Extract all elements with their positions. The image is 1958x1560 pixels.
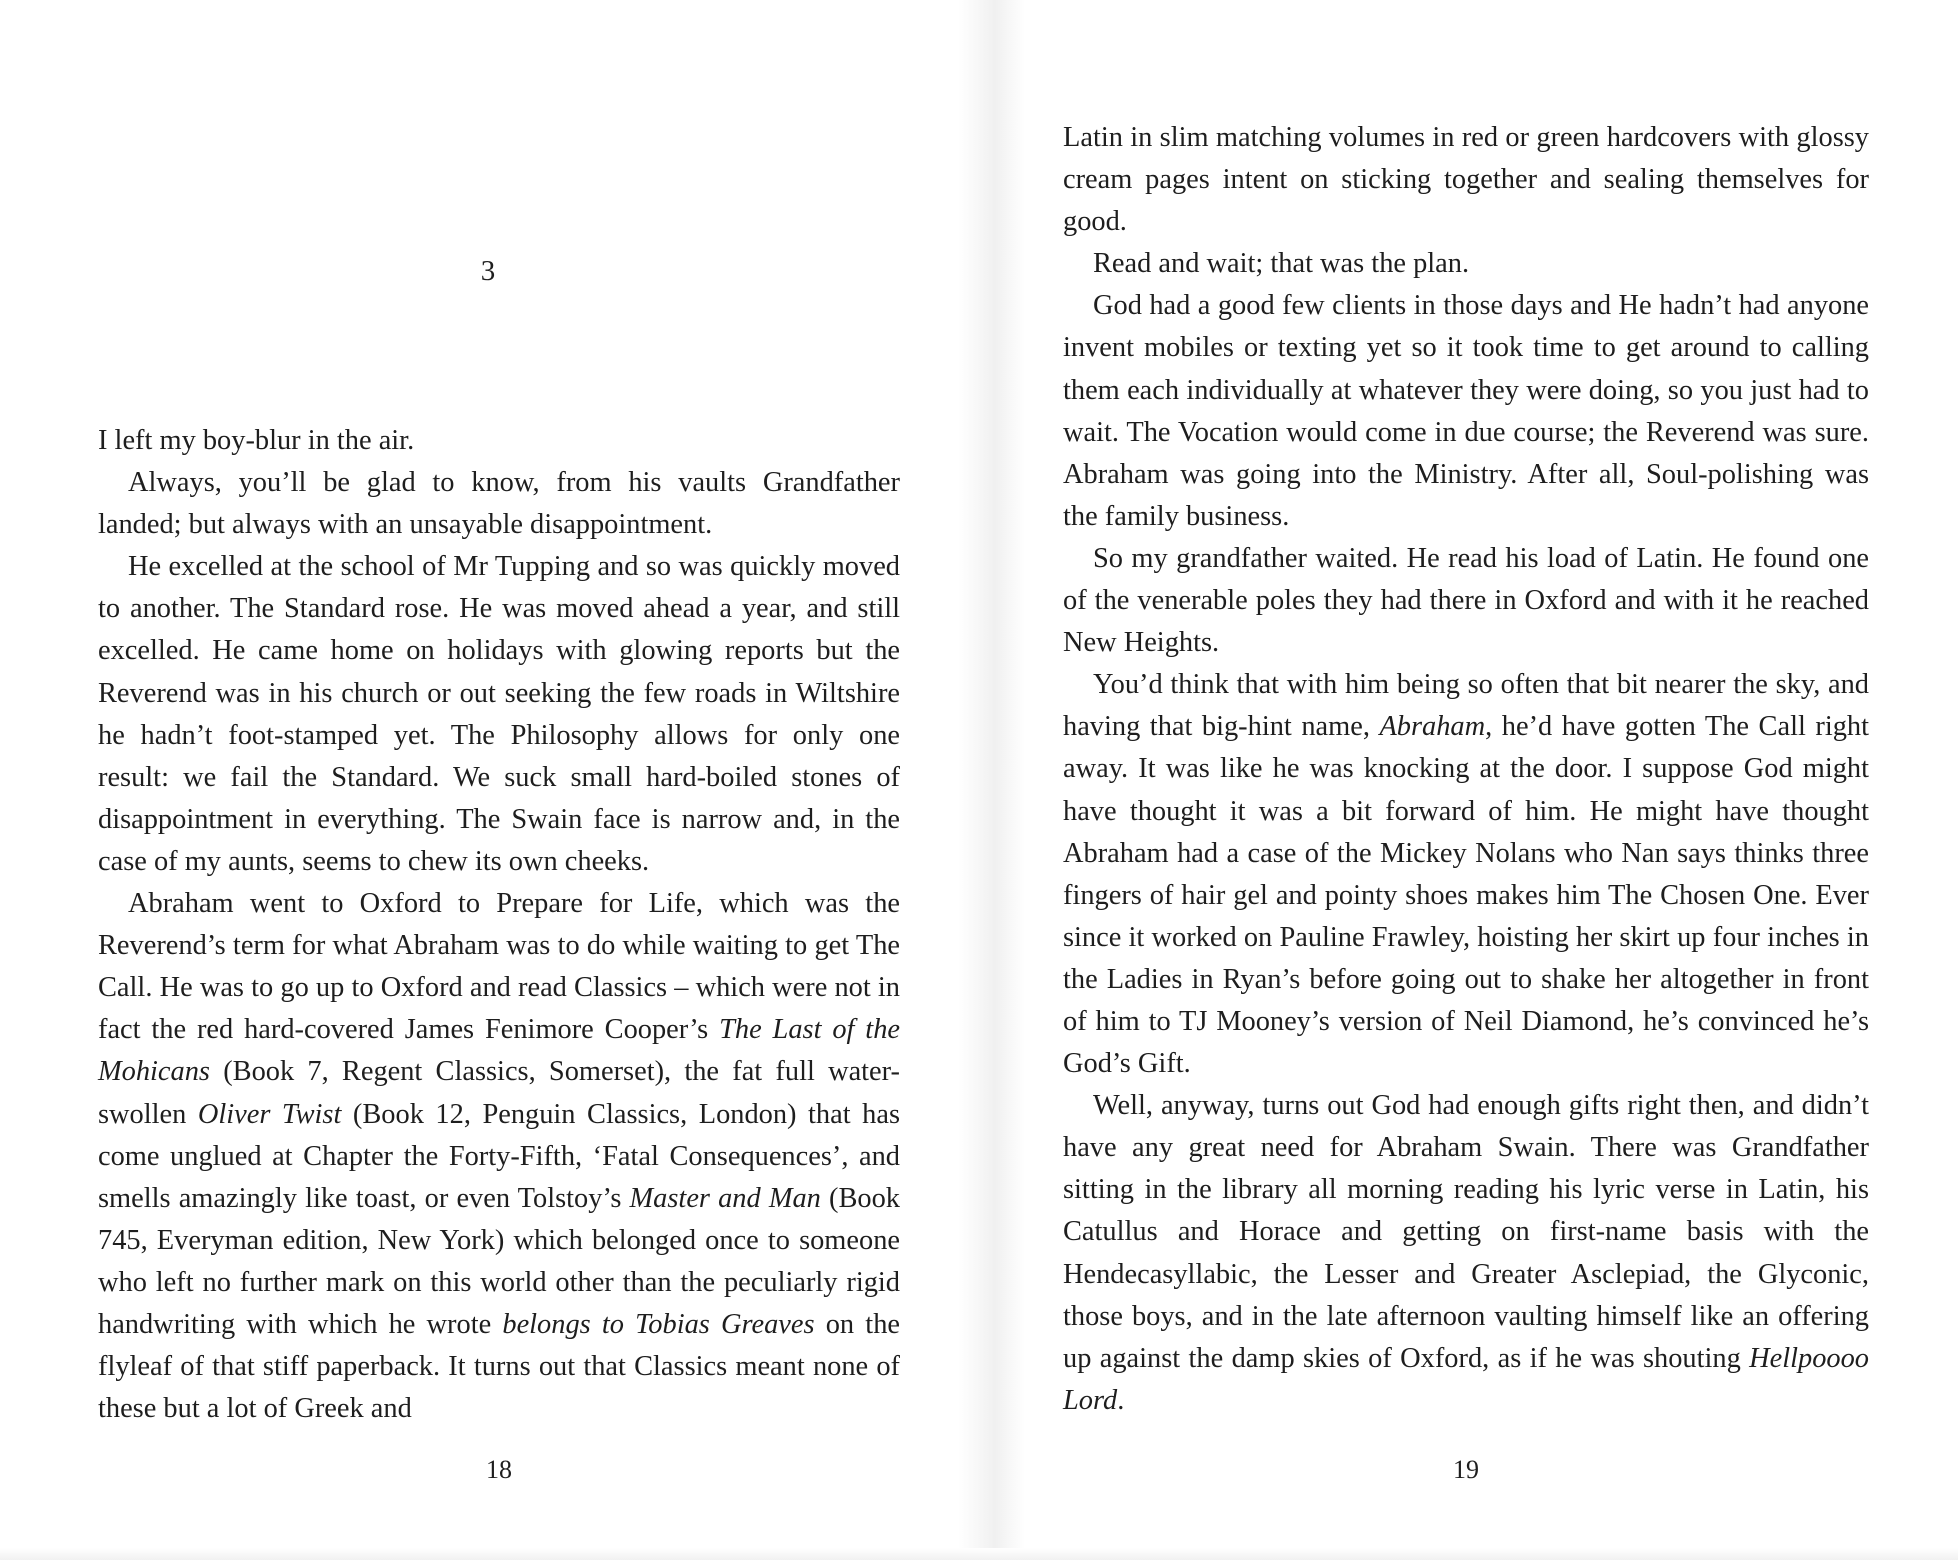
right-page <box>1025 0 1958 1560</box>
exclamation-italic: Hellpoooo Lord <box>1063 1342 1869 1416</box>
text-run: He excelled at the school of Mr Tupping and so was quickly moved to another. The Standard rose. He was moved ahead a year, and still excelled. He came home on holidays with glowing reports but the Reverend was in his church or out seeking the few roads in Wiltshire he hadn’t foot-stamped yet. The Philosophy allows for only one result: we fail the Standard. We suck small hard-boiled stones of disappointment in everything. The Swain face is narrow and, in the case of my aunts, seems to chew its own cheeks. <box>98 551 900 877</box>
page-number: 18 <box>486 1455 512 1484</box>
text-run: I left my boy-blur in the air. <box>98 425 415 456</box>
paragraph <box>98 883 900 1430</box>
name-italic: Abraham <box>1379 711 1486 743</box>
text-run: . <box>1117 1384 1125 1416</box>
paragraph <box>98 420 900 462</box>
text-run: (Book 7, Regent Classics, Somerset), the fat full water-swollen <box>98 1056 900 1130</box>
paragraph <box>1063 538 1869 664</box>
text-run: Latin in slim matching volumes in red or green hardcovers with glossy cream pages intent on sticking together and sealing themselves for good. <box>1063 122 1869 238</box>
text-run: on the flyleaf of that stiff paperback. It turns out that Classics meant none of these but a lot of Greek and <box>98 1308 900 1425</box>
chapter-number: 3 <box>480 255 496 287</box>
text-run: (Book 745, Everyman edition, New York) which belonged once to someone who left no further mark on this world other than the peculiarly rigid handwriting with which he wrote <box>98 1182 900 1340</box>
page-number: 19 <box>1453 1455 1479 1484</box>
left-page-body <box>98 420 900 1430</box>
paragraph <box>98 462 900 546</box>
text-run: Read and wait; that was the plan. <box>1093 248 1470 280</box>
left-page <box>0 0 958 1560</box>
text-run: You’d think that with him being so often that bit nearer the sky, and having that big-hint name, <box>1063 669 1869 743</box>
text-run: Always, you’ll be glad to know, from his vaults Grandfather landed; but always with an unsayable disappointment. <box>98 467 900 541</box>
page-bottom-edge <box>0 1548 1958 1560</box>
book-title-italic: Oliver Twist <box>197 1098 342 1130</box>
paragraph <box>1063 664 1869 1085</box>
paragraph <box>1063 243 1869 285</box>
paragraph <box>1063 117 1869 243</box>
book-title-italic: The Last of the Mohicans <box>98 1014 900 1088</box>
paragraph <box>98 546 900 883</box>
text-run: So my grandfather waited. He read his load of Latin. He found one of the venerable poles they had there in Oxford and with it he reached New Heights. <box>1063 542 1869 659</box>
paragraph <box>1063 1085 1869 1422</box>
text-run: (Book 12, Penguin Classics, London) that has come unglued at Chapter the Forty-Fifth, ‘Fatal Consequences’, and smells amazingly like toast, or even Tolstoy’s <box>98 1098 900 1214</box>
right-page-body <box>1063 117 1869 1422</box>
book-title-italic: Master and Man <box>629 1182 821 1214</box>
paragraph <box>1063 285 1869 538</box>
text-run: Well, anyway, turns out God had enough gifts right then, and didn’t have any great need for Abraham Swain. There was Grandfather sitting in the library all morning reading his lyric verse in Latin, his Catullus and Horace and getting on first-name basis with the Hendecasyllabic, the Lesser and Greater Asclepiad, the Glyconic, those boys, and in the late afternoon vaulting himself like an offering up against the damp skies of Oxford, as if he was shouting <box>1063 1090 1869 1374</box>
text-run: Abraham went to Oxford to Prepare for Life, which was the Reverend’s term for what Abraham was to do while waiting to get The Call. He was to go up to Oxford and read Classics – which were not in fact the red hard-covered James Fenimore Cooper’s <box>98 888 900 1046</box>
text-run: , he’d have gotten The Call right away. It was like he was knocking at the door. I suppose God might have thought it was a bit forward of him. He might have thought Abraham had a case of the Mickey Nolans who Nan says thinks three fingers of hair gel and pointy shoes makes him The Chosen One. Ever since it worked on Pauline Frawley, hoisting her skirt up four inches in the Ladies in Ryan’s before going out to shake her altogether in front of him to TJ Mooney’s version of Neil Diamond, he’s convinced he’s God’s Gift. <box>1063 711 1869 1080</box>
inscription-italic: belongs to Tobias Greaves <box>502 1308 815 1340</box>
text-run: God had a good few clients in those days and He hadn’t had anyone invent mobiles or texting yet so it took time to get around to calling them each individually at whatever they were doing, so you just had to wait. The Vocation would come in due course; the Reverend was sure. Abraham was going into the Ministry. After all, Soul-polishing was the family business. <box>1063 290 1869 532</box>
book-gutter <box>958 0 1025 1560</box>
